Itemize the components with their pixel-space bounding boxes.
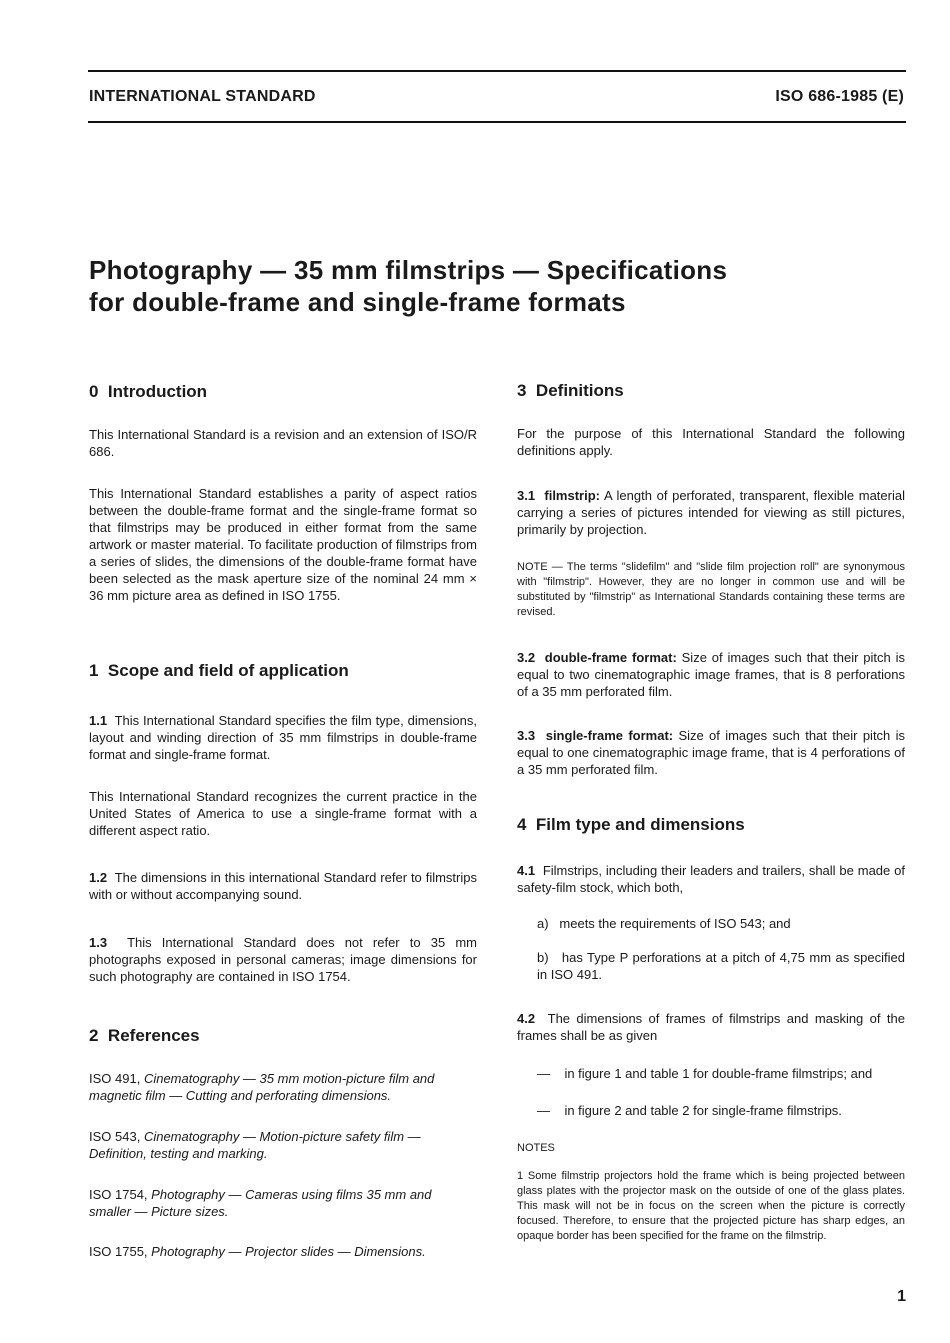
- dash-list-item-1: — in figure 1 and table 1 for double-frame filmstrips; and: [537, 1066, 873, 1081]
- header-bottom-rule: [88, 121, 906, 123]
- clause-4-2: 4.2 The dimensions of frames of filmstrips and masking of the frames shall be as given: [517, 1011, 905, 1043]
- notes-heading: NOTES: [517, 1142, 555, 1154]
- section-2-heading: 2 References: [89, 1026, 200, 1045]
- clause-1-3: 1.3 This International Standard does not refer to 35 mm photographs exposed in personal cameras; image dimensions for such photography are contained in ISO 1754.: [89, 935, 477, 984]
- section-3-heading: 3 Definitions: [517, 381, 624, 400]
- section-4-heading: 4 Film type and dimensions: [517, 815, 745, 834]
- section-1-heading: 1 Scope and field of application: [89, 661, 349, 680]
- list-item-b: b) has Type P perforations at a pitch of 4,75 mm as specified in ISO 491.: [537, 950, 905, 982]
- reference-iso-543: ISO 543, Cinematography — Motion-picture safety film — Definition, testing and marking.: [89, 1129, 421, 1161]
- dash-list-item-2: — in figure 2 and table 2 for single-frame filmstrips.: [537, 1103, 842, 1118]
- reference-iso-491: ISO 491, Cinematography — 35 mm motion-picture film and magnetic film — Cutting and perforating dimensions.: [89, 1071, 435, 1103]
- title-line-1: Photography — 35 mm filmstrips — Specifications: [89, 255, 728, 285]
- header-standard-label: INTERNATIONAL STANDARD: [89, 88, 316, 105]
- reference-iso-1754: ISO 1754, Photography — Cameras using films 35 mm and smaller — Picture sizes.: [89, 1187, 432, 1219]
- title-line-2: for double-frame and single-frame formats: [89, 287, 626, 317]
- clause-1-1-practice: This International Standard recognizes the current practice in the United States of America to use a single-frame format with a different aspect ratio.: [89, 789, 477, 838]
- clause-1-2: 1.2 The dimensions in this international Standard refer to filmstrips with or without accompanying sound.: [89, 870, 477, 902]
- definition-3-2: 3.2 double-frame format: Size of images such that their pitch is equal to two cinematographic image frames, that is 8 perforations of a 35 mm perforated film.: [517, 650, 905, 699]
- definitions-intro: For the purpose of this International Standard the following definitions apply.: [517, 426, 905, 458]
- intro-paragraph-2: This International Standard establishes a parity of aspect ratios between the double-frame format and the single-frame format so that filmstrips may be produced in either format from the same artwork or master material. To facilitate production of filmstrips from a series of slides, the dimensions of the double-frame format have been selected as the mask aperture size of the nominal 24 mm × 36 mm picture area as defined in ISO 1755.: [89, 486, 477, 603]
- clause-1-1: 1.1 This International Standard specifies the film type, dimensions, layout and winding direction of 35 mm filmstrips in double-frame format and single-frame format.: [89, 713, 477, 762]
- document-title: [89, 254, 727, 318]
- reference-iso-1755: ISO 1755, Photography — Projector slides — Dimensions.: [89, 1244, 426, 1259]
- definition-3-3: 3.3 single-frame format: Size of images such that their pitch is equal to one cinematographic image frame, that is 4 perforations of a 35 mm perforated film.: [517, 728, 905, 777]
- header-top-rule: [88, 70, 906, 72]
- header-document-number: ISO 686-1985 (E): [775, 88, 904, 105]
- page-number: 1: [897, 1288, 906, 1305]
- note-1: 1 Some filmstrip projectors hold the frame which is being projected between glass plates with the projector mask on the outside of one of the glass plates. This mask will not be in focus on the screen when the picture is correctly focused. Therefore, to ensure that the projected picture has sharp edges, an opaque border has been specified for the frame on the filmstrip.: [517, 1170, 905, 1242]
- clause-4-1: 4.1 Filmstrips, including their leaders and trailers, shall be made of safety-film stock, which both,: [517, 863, 905, 895]
- list-item-a: a) meets the requirements of ISO 543; and: [537, 916, 791, 931]
- definition-3-1: 3.1 filmstrip: A length of perforated, transparent, flexible material carrying a series of pictures intended for viewing as still pictures, primarily by projection.: [517, 488, 905, 537]
- definition-note: NOTE — The terms "slidefilm" and "slide film projection roll" are synonymous with "filmstrip". However, they are no longer in common use and will be substituted by "filmstrip" as International Standards containing these terms are revised.: [517, 561, 905, 618]
- section-0-heading: 0 Introduction: [89, 382, 208, 401]
- intro-paragraph-1: This International Standard is a revision and an extension of ISO/R 686.: [89, 427, 477, 459]
